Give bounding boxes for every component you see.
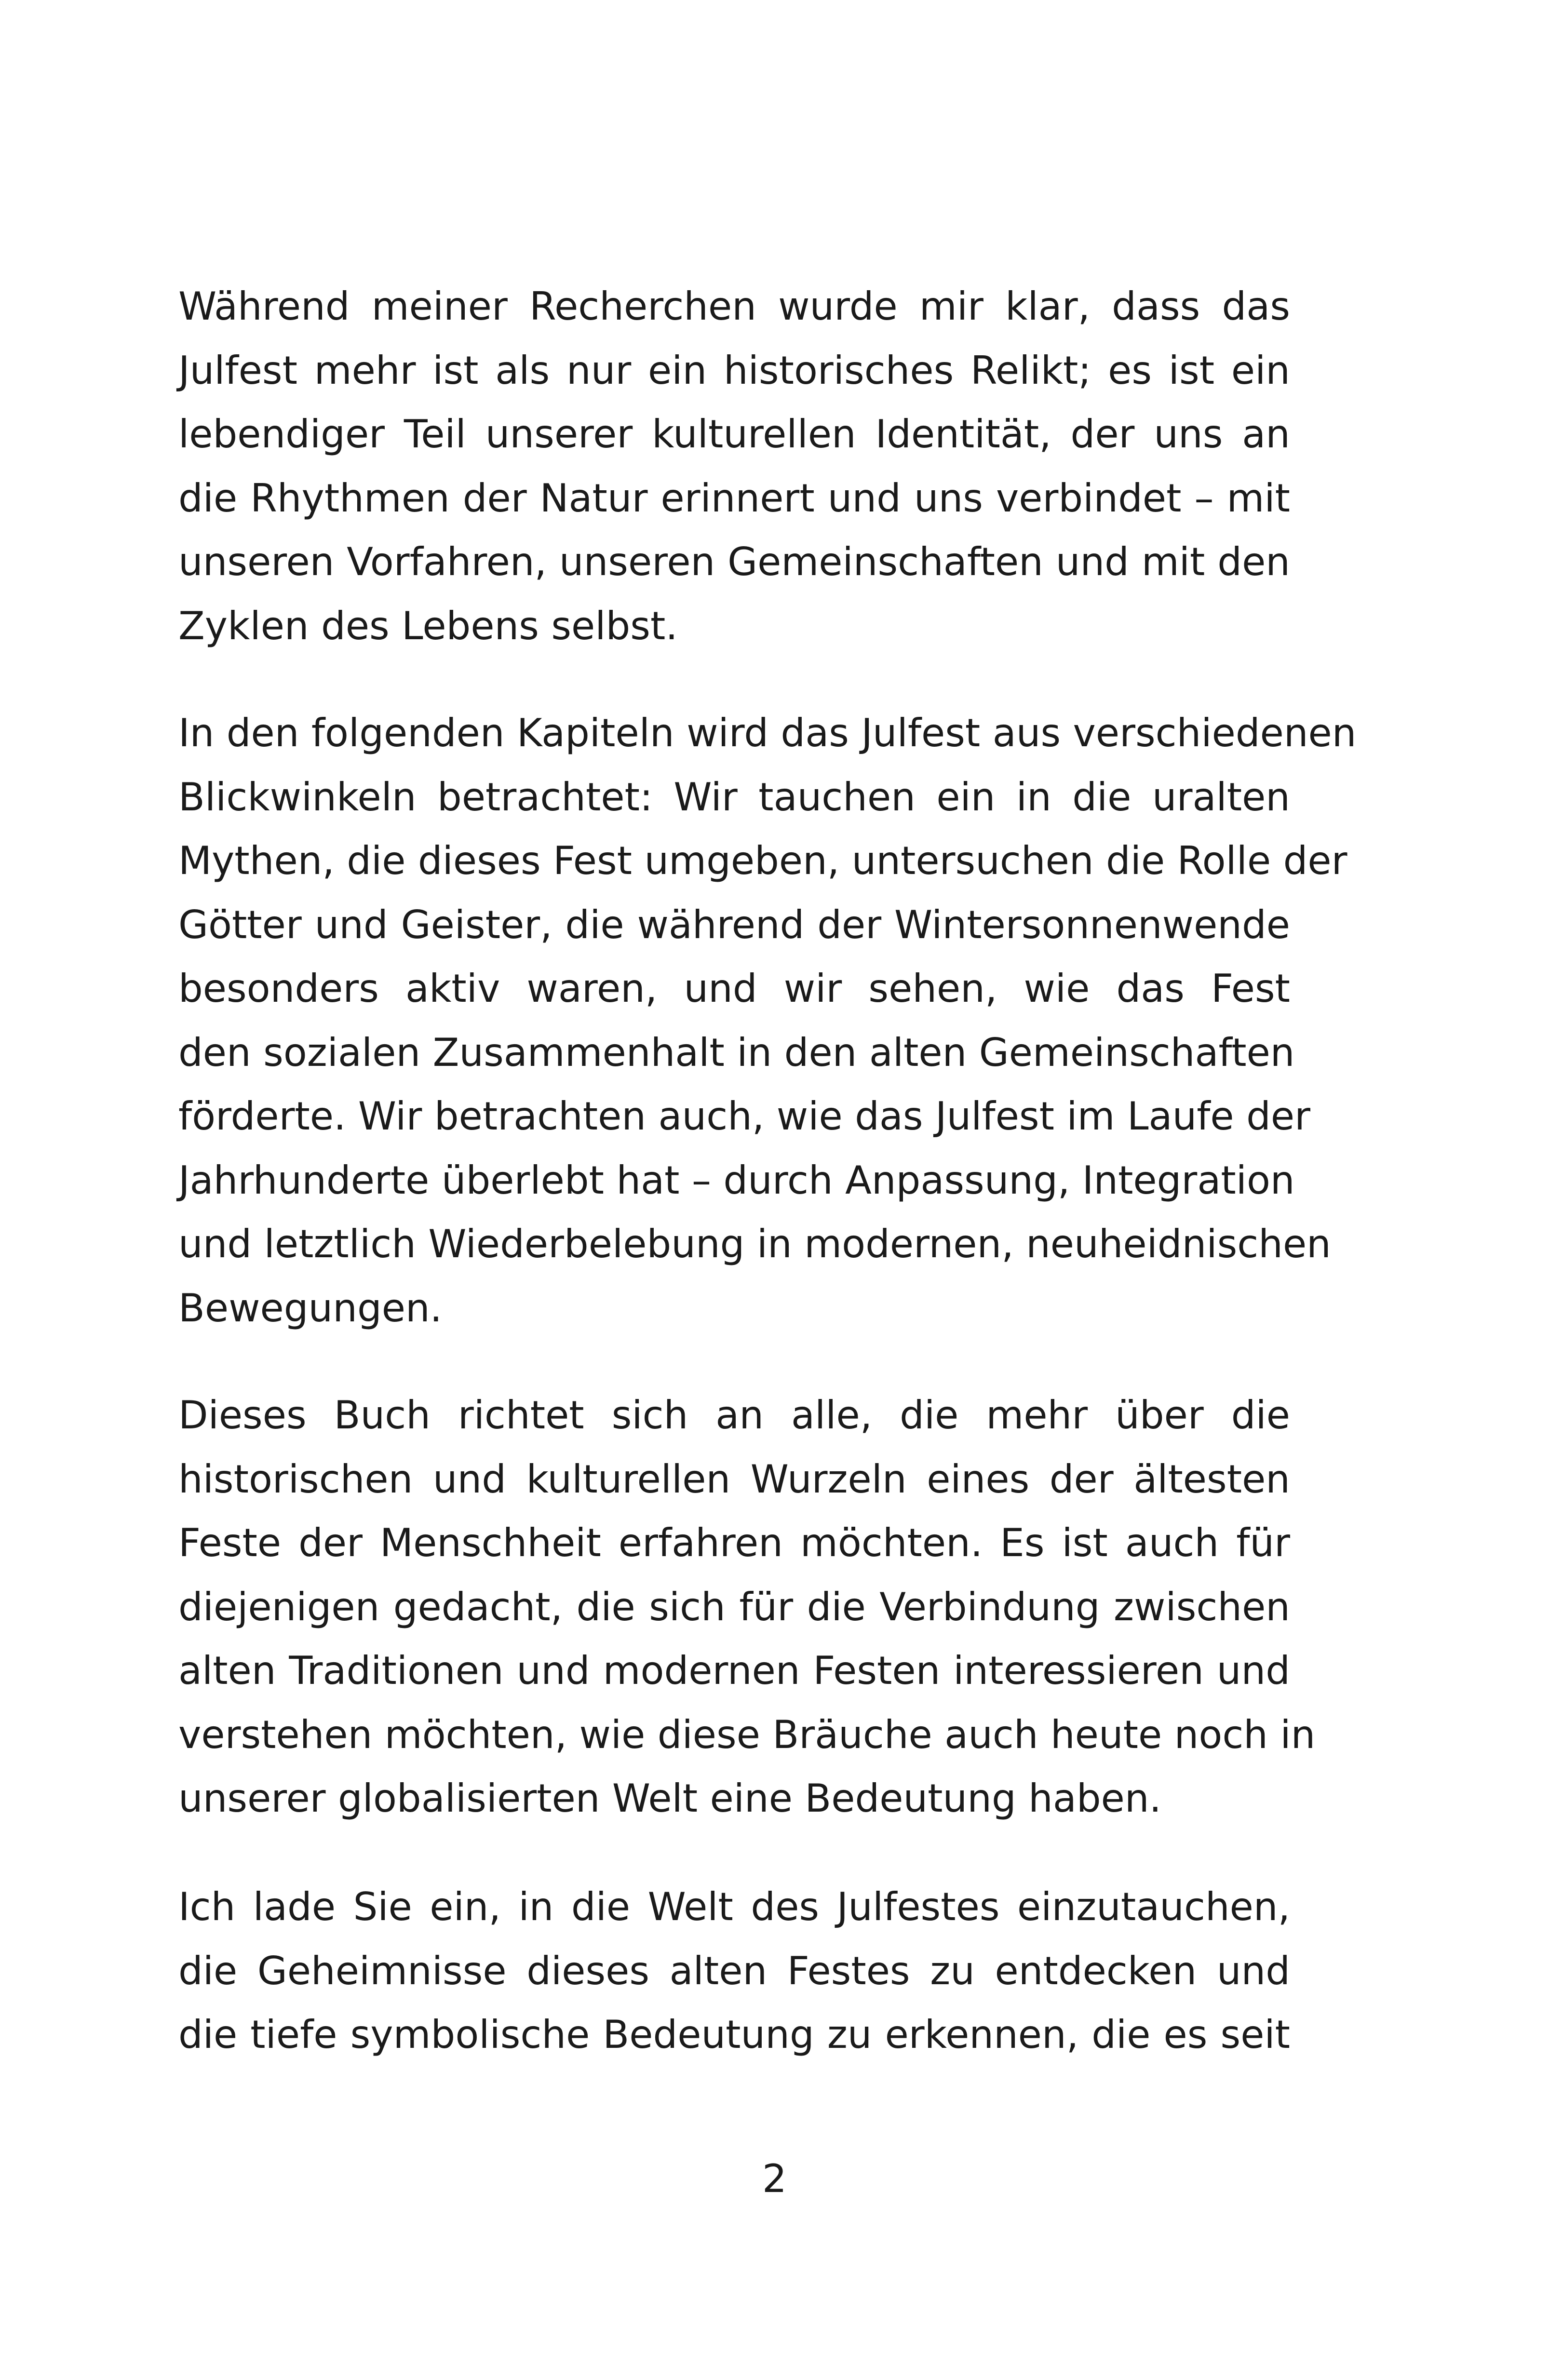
text-line: In den folgenden Kapiteln wird das Julfest aus verschiedenen [178,711,1357,755]
text-line: Feste der Menschheit erfahren möchten. Es ist auch für [178,1520,1290,1565]
text-line: und letztlich Wiederbelebung in modernen, neuheidnischen [178,1222,1331,1266]
text-line: förderte. Wir betrachten auch, wie das Julfest im Laufe der [178,1094,1310,1139]
text-line: die tiefe symbolische Bedeutung zu erkennen, die es seit [178,2012,1290,2057]
text-line: Dieses Buch richtet sich an alle, die mehr über die [178,1393,1290,1438]
text-line: den sozialen Zusammenhalt in den alten Gemeinschaften [178,1030,1295,1075]
paragraph-4 [178,1875,1290,2067]
text-line: die Rhythmen der Natur erinnert und uns verbindet – mit [178,475,1290,521]
text-line: Blickwinkeln betrachtet: Wir tauchen ein in die uralten [178,774,1290,820]
text-line: Bewegungen. [178,1285,443,1331]
text-line: besonders aktiv waren, und wir sehen, wie das Fest [178,966,1290,1011]
text-line: diejenigen gedacht, die sich für die Verbindung zwischen [178,1584,1290,1629]
text-line: lebendiger Teil unserer kulturellen Identität, der uns an [178,412,1290,457]
text-line: Ich lade Sie ein, in die Welt des Julfestes einzutauchen, [178,1884,1290,1929]
paragraph-2 [178,701,1357,1340]
paragraph-1 [178,275,1290,658]
text-line: Während meiner Recherchen wurde mir klar, dass das [178,284,1290,329]
text-line: die Geheimnisse dieses alten Festes zu entdecken und [178,1948,1290,1993]
text-line: Zyklen des Lebens selbst. [178,603,678,648]
text-line: verstehen möchten, wie diese Bräuche auch heute noch in [178,1712,1316,1757]
text-line: Julfest mehr ist als nur ein historisches Relikt; es ist ein [178,348,1290,393]
text-line: historischen und kulturellen Wurzeln eines der ältesten [178,1456,1290,1502]
text-line: Jahrhunderte überlebt hat – durch Anpassung, Integration [178,1157,1295,1203]
text-line: unseren Vorfahren, unseren Gemeinschaften und mit den [178,539,1290,584]
text-line: alten Traditionen und modernen Festen interessieren und [178,1648,1290,1693]
text-line: unserer globalisierten Welt eine Bedeutung haben. [178,1776,1162,1821]
text-line: Götter und Geister, die während der Wintersonnenwende [178,902,1290,947]
text-line: Mythen, die dieses Fest umgeben, untersuchen die Rolle der [178,838,1347,883]
paragraph-3 [178,1384,1316,1831]
page-number: 2 [762,2156,787,2201]
